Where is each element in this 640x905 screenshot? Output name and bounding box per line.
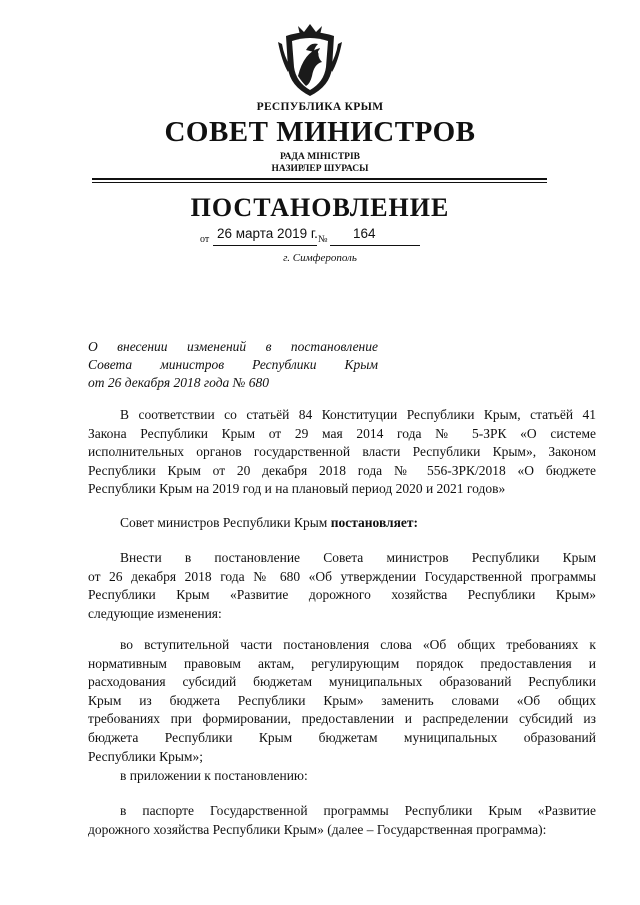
- city: г. Симферополь: [283, 252, 357, 264]
- text-line: дорожного хозяйства Республики Крым» (далее – Государственная программа):: [88, 821, 547, 837]
- council-name-crimean-tatar: НАЗИРЛЕР ШУРАСЫ: [271, 164, 369, 174]
- text-line: Республики Крым на 2019 год и на плановый период 2020 и 2021 годов»: [88, 481, 506, 497]
- text-line: от 26 декабря 2018 года № 680 «Об утверждении Государственной программы: [88, 568, 596, 584]
- text-line: Республики Крым от 20 декабря 2018 года № 556-ЗРК/2018 «О бюджете: [88, 462, 596, 478]
- appendix-paragraph: в приложении к постановлению:: [120, 768, 308, 783]
- text-line: во вступительной части постановления слова «Об общих требованиях к: [120, 637, 596, 652]
- text-line: в паспорте Государственной программы Республики Крым «Развитие: [120, 803, 596, 818]
- date-number-line: [200, 226, 430, 248]
- date-underline: [213, 245, 317, 246]
- text-line: бюджета Республики Крым бюджетам муниципальных образований: [88, 729, 596, 745]
- document-number: 164: [353, 226, 376, 241]
- from-label: от: [200, 234, 210, 245]
- text-line: следующие изменения:: [88, 605, 222, 621]
- text-line: Крым из бюджета Республики Крым» заменить словами «Об общих: [88, 692, 596, 708]
- text-line: исполнительных органов государственной власти Республики Крым», Законом: [88, 444, 596, 460]
- crimea-coat-of-arms-icon: [276, 22, 344, 100]
- subject-line: Совета министров Республики Крым: [88, 357, 378, 372]
- text-line: Внести в постановление Совета министров Республики Крым: [120, 550, 596, 565]
- text-line: нормативным правовым актам, регулирующим порядок предоставления и: [88, 655, 596, 671]
- number-underline: [330, 245, 420, 246]
- text-line: Закона Республики Крым от 29 мая 2014 года № 5-ЗРК «О системе: [88, 425, 596, 441]
- subject-line: от 26 декабря 2018 года № 680: [88, 375, 269, 390]
- preamble-paragraph: [88, 406, 596, 499]
- subject-line: О внесении изменений в постановление: [88, 339, 378, 354]
- resolution-text: Совет министров Республики Крым: [120, 515, 331, 530]
- republic-name: РЕСПУБЛИКА КРЫМ: [256, 101, 384, 113]
- council-name-ukrainian: РАДА МІНІСТРІВ: [279, 152, 360, 162]
- council-name: СОВЕТ МИНИСТРОВ: [164, 116, 476, 148]
- text-line: Республики Крым «Развитие дорожного хозяйства Республики Крым»: [88, 587, 596, 603]
- text-line: Республики Крым»;: [88, 748, 203, 764]
- number-label: №: [318, 234, 328, 245]
- resolution-verb: постановляет:: [330, 515, 419, 530]
- amendment-intro-paragraph: [88, 549, 596, 623]
- header-rule-thin: [92, 182, 547, 183]
- document-subject: [88, 338, 378, 392]
- document-type: ПОСТАНОВЛЕНИЕ: [190, 193, 450, 222]
- document-date: 26 марта 2019 г.: [217, 226, 318, 241]
- passport-paragraph: [88, 802, 596, 839]
- text-line: требованиях при формировании, предоставлении и распределении субсидий из: [88, 711, 596, 727]
- text-line: расходования субсидий бюджетам муниципальных образований Республики: [88, 674, 596, 690]
- amendment-paragraph: [88, 636, 596, 766]
- header-rule-thick: [92, 178, 547, 180]
- text-line: В соответствии со статьёй 84 Конституции Республики Крым, статьёй 41: [120, 407, 596, 422]
- resolution-paragraph: [88, 514, 596, 533]
